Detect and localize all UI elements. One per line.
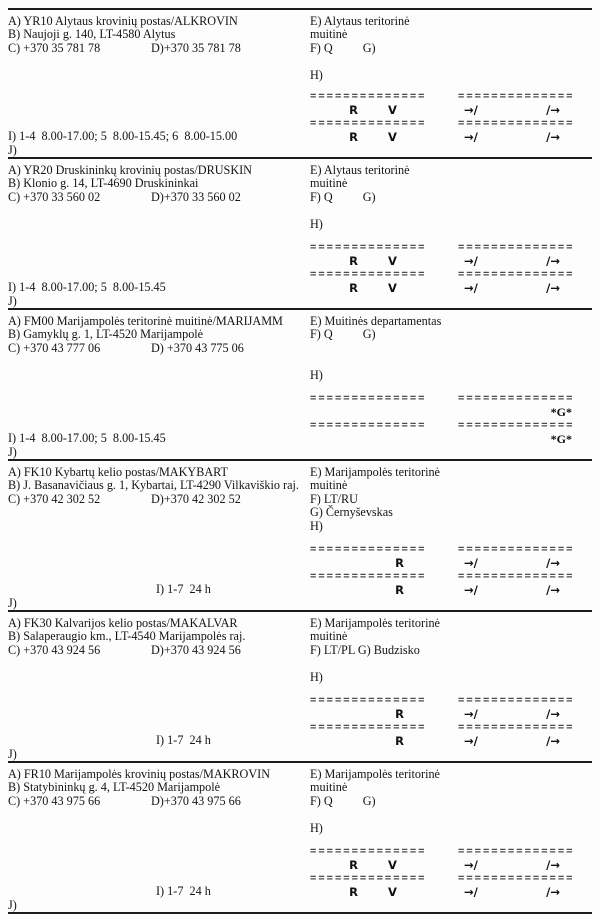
office-info-part: muitinė: [310, 176, 348, 191]
signal-symbols-row: [310, 282, 592, 295]
dashed-line-right: ==============: [458, 241, 575, 254]
lane-symbol: V: [387, 884, 397, 899]
direction-symbols-right: [458, 708, 586, 721]
direction-arrow-symbol: /→: [546, 733, 560, 748]
dashed-separator-row: [310, 570, 592, 583]
dashed-line-right: ==============: [458, 419, 575, 432]
signal-symbols-row: [310, 406, 592, 419]
j-label: J): [8, 444, 17, 459]
dashed-separator-row: [310, 419, 592, 432]
office-info-part: E) Marijampolės teritorinė: [310, 767, 440, 781]
direction-symbols-right: [458, 255, 586, 268]
customs-post-entry: [8, 612, 592, 763]
entry-right-column: [300, 466, 592, 610]
signal-symbols-row: [310, 433, 592, 446]
entry-left-column: [8, 315, 300, 459]
office-info-line: [310, 768, 592, 781]
post-address-line: B) J. Basanavičiaus g. 1, Kybartai, LT-4290 Vilkaviškio raj.: [8, 478, 299, 493]
direction-arrow-symbol: →/: [464, 857, 478, 872]
post-address-line: B) Naujoji g. 140, LT-4580 Alytus: [8, 27, 176, 42]
entry-right-column: [300, 315, 592, 459]
dashed-line-left: ==============: [310, 845, 427, 858]
signal-symbols-row: [310, 255, 592, 268]
office-info-part: F) Q: [310, 189, 333, 204]
direction-symbols-right: [458, 557, 586, 570]
lane-symbol: V: [387, 102, 397, 117]
dashed-line-right: ==============: [458, 694, 575, 707]
dashed-line-right: ==============: [458, 872, 575, 885]
office-info-part: H): [310, 820, 323, 835]
lane-symbols-left: [310, 433, 436, 446]
office-info-line: [310, 164, 592, 177]
office-info-line: [310, 671, 592, 684]
direction-arrow-symbol: /→: [546, 706, 560, 721]
office-info-line: [310, 355, 592, 368]
office-info-line: [310, 781, 592, 794]
lane-symbol: R: [395, 733, 404, 748]
office-info-line: [310, 822, 592, 835]
working-hours-line: I) 1-7 24 h: [156, 884, 211, 899]
signal-block: [310, 694, 592, 748]
lane-symbol: V: [387, 129, 397, 144]
dashed-line-left: ==============: [310, 392, 427, 405]
signal-block: [310, 90, 592, 144]
j-label: J): [8, 595, 17, 610]
entry-left-bottom: [8, 885, 300, 912]
signal-symbols-row: [310, 886, 592, 899]
dashed-line-right: ==============: [458, 845, 575, 858]
dashed-line-left: ==============: [310, 241, 427, 254]
post-code-name-line: A) FM00 Marijampolės teritorinė muitinė/MARIJAMM: [8, 314, 283, 328]
office-info-part: E) Alytaus teritorinė: [310, 163, 410, 177]
fax-value: D)+370 35 781 78: [151, 40, 241, 55]
post-code-name-line: A) YR10 Alytaus krovinių postas/ALKROVIN: [8, 14, 238, 28]
lane-symbol: R: [395, 706, 404, 721]
entry-right-column: [300, 15, 592, 157]
lane-symbols-left: [310, 886, 436, 899]
office-info-lines: [310, 315, 592, 382]
office-info-part: H): [310, 669, 323, 684]
dashed-line-right: ==============: [458, 721, 575, 734]
working-hours-line: I) 1-7 24 h: [156, 582, 211, 597]
office-info-part: H): [310, 216, 323, 231]
dashed-separator-row: [310, 872, 592, 885]
dashed-separator-row: [310, 392, 592, 405]
post-code-name-line: A) FK30 Kalvarijos kelio postas/MAKALVAR: [8, 616, 238, 630]
j-label: J): [8, 746, 17, 761]
post-code-name-line: A) FK10 Kybartų kelio postas/MAKYBART: [8, 465, 228, 479]
signal-symbols-row: [310, 859, 592, 872]
working-hours-line: I) 1-4 8.00-17.00; 5 8.00-15.45; 6 8.00-15.00: [8, 129, 238, 144]
direction-symbols-right: [458, 104, 586, 117]
signal-block: [310, 845, 592, 899]
dashed-line-right: ==============: [458, 570, 575, 583]
office-info-line: [310, 218, 592, 231]
direction-arrow-symbol: →/: [464, 253, 478, 268]
lane-symbol: R: [349, 253, 358, 268]
lane-symbols-left: [310, 131, 436, 144]
direction-symbols-right: [458, 859, 586, 872]
office-info-lines: [310, 466, 592, 533]
phone-value: C) +370 35 781 78: [8, 40, 101, 55]
fax-value: D)+370 43 975 66: [151, 793, 241, 808]
signal-block: [310, 241, 592, 295]
phone-fax-row: [8, 42, 300, 55]
phone-value: C) +370 43 777 06: [8, 340, 101, 355]
office-info-line: [310, 493, 592, 506]
dashed-separator-row: [310, 543, 592, 556]
entry-left-bottom: [8, 432, 300, 459]
lane-symbol: R: [349, 129, 358, 144]
j-label: J): [8, 897, 17, 912]
office-info-line: [310, 55, 592, 68]
dashed-separator-row: [310, 845, 592, 858]
dashed-separator-row: [310, 241, 592, 254]
direction-arrow-symbol: →/: [464, 733, 478, 748]
entries: [8, 8, 592, 914]
office-info-line: [310, 644, 592, 657]
customs-post-entry: [8, 159, 592, 310]
direction-symbols-right: [458, 886, 586, 899]
direction-arrow-symbol: /→: [546, 555, 560, 570]
dashed-separator-row: [310, 694, 592, 707]
office-info-part: G) Černyševskas: [310, 505, 393, 520]
lane-symbols-left: [310, 406, 436, 419]
direction-arrow-symbol: →/: [464, 280, 478, 295]
phone-fax-row: [8, 191, 300, 204]
office-info-line: [310, 617, 592, 630]
customs-post-entry: [8, 8, 592, 159]
lane-symbol: R: [349, 280, 358, 295]
direction-symbols-right: [458, 131, 586, 144]
office-info-part: F) LT/RU: [310, 491, 358, 506]
post-address-line: B) Gamyklų g. 1, LT-4520 Marijampolė: [8, 327, 204, 342]
office-info-part: F) Q: [310, 40, 333, 55]
office-info-line: [310, 630, 592, 643]
lane-symbol: V: [387, 857, 397, 872]
office-info-part: muitinė: [310, 27, 348, 42]
direction-arrow-symbol: →/: [464, 706, 478, 721]
dashed-line-right: ==============: [458, 543, 575, 556]
lane-symbols-left: [310, 735, 436, 748]
dashed-separator-row: [310, 721, 592, 734]
office-info-lines: [310, 617, 592, 684]
phone-value: C) +370 33 560 02: [8, 189, 101, 204]
entry-right-column: [300, 164, 592, 308]
post-address-line: B) Klonio g. 14, LT-4690 Druskininkai: [8, 176, 199, 191]
lane-symbols-left: [310, 708, 436, 721]
office-info-part: F) Q: [310, 327, 333, 342]
fax-value: D)+370 43 924 56: [151, 642, 241, 657]
office-info-part: E) Marijampolės teritorinė: [310, 465, 440, 479]
office-info-part: G): [362, 40, 376, 55]
working-hours-line: I) 1-7 24 h: [156, 733, 211, 748]
lane-symbols-left: [310, 584, 436, 597]
direction-arrow-symbol: /→: [546, 582, 560, 597]
office-info-part: muitinė: [310, 629, 348, 644]
office-info-part: E) Marijampolės teritorinė: [310, 616, 440, 630]
entry-left-column: [8, 15, 300, 157]
office-info-line: [310, 795, 592, 808]
dashed-line-right: ==============: [458, 268, 575, 281]
entry-left-column: [8, 164, 300, 308]
j-label: J): [8, 142, 17, 157]
g-note: *G*: [550, 404, 572, 419]
lane-symbol: R: [349, 857, 358, 872]
office-info-line: [310, 69, 592, 82]
office-info-line: [310, 177, 592, 190]
office-info-part: F) LT/PL G) Budzisko: [310, 642, 420, 657]
lane-symbols-left: [310, 859, 436, 872]
working-hours-line: I) 1-4 8.00-17.00; 5 8.00-15.45: [8, 280, 166, 295]
direction-arrow-symbol: →/: [464, 884, 478, 899]
fax-value: D)+370 42 302 52: [151, 491, 241, 506]
direction-symbols-right: [458, 406, 586, 419]
office-info-line: [310, 42, 592, 55]
direction-arrow-symbol: /→: [546, 884, 560, 899]
signal-block: [310, 392, 592, 446]
office-info-part: H): [310, 67, 323, 82]
lane-symbols-left: [310, 282, 436, 295]
dashed-line-left: ==============: [310, 721, 427, 734]
signal-symbols-row: [310, 708, 592, 721]
office-info-line: [310, 204, 592, 217]
signal-block: [310, 543, 592, 597]
office-info-line: [310, 191, 592, 204]
phone-fax-row: [8, 644, 300, 657]
direction-arrow-symbol: /→: [546, 102, 560, 117]
phone-value: C) +370 43 975 66: [8, 793, 101, 808]
office-info-line: [310, 657, 592, 670]
direction-arrow-symbol: →/: [464, 129, 478, 144]
dashed-line-left: ==============: [310, 268, 427, 281]
post-code-name-line: A) YR20 Druskininkų krovinių postas/DRUSKIN: [8, 163, 252, 177]
entry-left-bottom: [8, 583, 300, 610]
office-info-part: G): [362, 327, 376, 342]
dashed-line-right: ==============: [458, 392, 575, 405]
entry-right-column: [300, 617, 592, 761]
office-info-part: H): [310, 367, 323, 382]
phone-fax-row: [8, 342, 300, 355]
office-info-line: [310, 328, 592, 341]
fax-value: D)+370 33 560 02: [151, 189, 241, 204]
entry-left-bottom: [8, 281, 300, 308]
entry-left-column: [8, 768, 300, 912]
dashed-line-left: ==============: [310, 694, 427, 707]
office-info-part: muitinė: [310, 780, 348, 795]
lane-symbol: V: [387, 280, 397, 295]
office-info-part: F) Q: [310, 793, 333, 808]
direction-arrow-symbol: /→: [546, 253, 560, 268]
entry-left-column: [8, 466, 300, 610]
post-address-line: B) Statybininkų g. 4, LT-4520 Marijampolė: [8, 780, 221, 795]
office-info-part: G): [362, 793, 376, 808]
lane-symbol: R: [349, 884, 358, 899]
office-info-line: [310, 28, 592, 41]
lane-symbol: R: [395, 555, 404, 570]
lane-symbols-left: [310, 557, 436, 570]
dashed-line-left: ==============: [310, 117, 427, 130]
office-info-line: [310, 466, 592, 479]
signal-symbols-row: [310, 584, 592, 597]
office-info-line: [310, 369, 592, 382]
office-info-line: [310, 15, 592, 28]
lane-symbol: R: [349, 102, 358, 117]
signal-symbols-row: [310, 104, 592, 117]
g-note: *G*: [550, 431, 572, 446]
dashed-line-left: ==============: [310, 872, 427, 885]
post-address-line: B) Salaperaugio km., LT-4540 Marijampolės raj.: [8, 629, 246, 644]
office-info-part: H): [310, 518, 323, 533]
office-info-part: muitinė: [310, 478, 348, 493]
office-info-lines: [310, 768, 592, 835]
office-info-line: [310, 342, 592, 355]
dashed-line-left: ==============: [310, 543, 427, 556]
direction-arrow-symbol: /→: [546, 280, 560, 295]
direction-symbols-right: [458, 584, 586, 597]
j-label: J): [8, 293, 17, 308]
direction-symbols-right: [458, 735, 586, 748]
dashed-line-left: ==============: [310, 419, 427, 432]
dashed-line-left: ==============: [310, 570, 427, 583]
entry-left-bottom: [8, 734, 300, 761]
office-info-line: [310, 808, 592, 821]
dashed-separator-row: [310, 268, 592, 281]
post-code-name-line: A) FR10 Marijampolės krovinių postas/MAKROVIN: [8, 767, 271, 781]
phone-fax-row: [8, 795, 300, 808]
customs-post-entry: [8, 310, 592, 461]
entry-left-bottom: [8, 130, 300, 157]
office-info-line: [310, 506, 592, 519]
dashed-line-right: ==============: [458, 117, 575, 130]
direction-arrow-symbol: /→: [546, 129, 560, 144]
office-info-lines: [310, 15, 592, 82]
signal-symbols-row: [310, 131, 592, 144]
working-hours-line: I) 1-4 8.00-17.00; 5 8.00-15.45: [8, 431, 166, 446]
lane-symbol: V: [387, 253, 397, 268]
direction-arrow-symbol: /→: [546, 857, 560, 872]
direction-arrow-symbol: →/: [464, 102, 478, 117]
entry-left-column: [8, 617, 300, 761]
lane-symbols-left: [310, 104, 436, 117]
lane-symbols-left: [310, 255, 436, 268]
office-info-lines: [310, 164, 592, 231]
dashed-line-left: ==============: [310, 90, 427, 103]
signal-symbols-row: [310, 557, 592, 570]
phone-value: C) +370 43 924 56: [8, 642, 101, 657]
office-info-part: E) Muitinės departamentas: [310, 314, 442, 328]
entry-right-column: [300, 768, 592, 912]
dashed-separator-row: [310, 117, 592, 130]
signal-symbols-row: [310, 735, 592, 748]
direction-arrow-symbol: →/: [464, 555, 478, 570]
customs-post-entry: [8, 461, 592, 612]
direction-symbols-right: [458, 282, 586, 295]
dashed-line-right: ==============: [458, 90, 575, 103]
phone-fax-row: [8, 493, 300, 506]
office-info-part: G): [362, 189, 376, 204]
lane-symbol: R: [395, 582, 404, 597]
fax-value: D) +370 43 775 06: [151, 340, 244, 355]
office-info-line: [310, 520, 592, 533]
office-info-line: [310, 315, 592, 328]
direction-arrow-symbol: →/: [464, 582, 478, 597]
office-info-part: E) Alytaus teritorinė: [310, 14, 410, 28]
office-info-line: [310, 479, 592, 492]
direction-symbols-right: [458, 433, 586, 446]
dashed-separator-row: [310, 90, 592, 103]
customs-post-entry: [8, 763, 592, 914]
phone-value: C) +370 42 302 52: [8, 491, 101, 506]
